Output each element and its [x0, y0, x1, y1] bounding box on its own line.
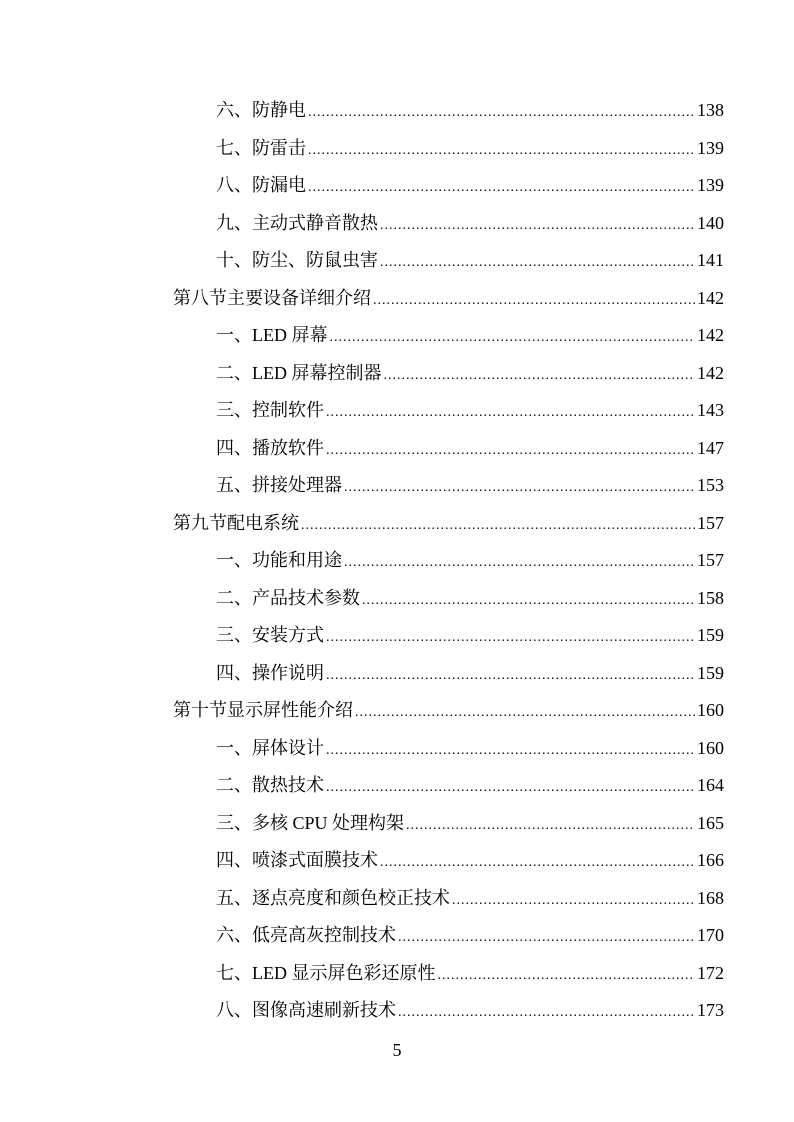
toc-entry-number: 一、: [216, 325, 252, 345]
toc-entry-page: 166: [697, 850, 724, 870]
toc-dot-leader: [308, 136, 695, 166]
toc-entry-number: 九、: [216, 212, 252, 233]
toc-dot-leader: [308, 98, 695, 128]
toc-dot-leader: [362, 586, 695, 616]
toc-entry-title: 喷漆式面膜技术: [252, 850, 378, 870]
toc-dot-leader: [438, 961, 696, 991]
toc-entry-number: 五、: [216, 887, 252, 908]
toc-dot-leader: [398, 998, 695, 1028]
toc-item-entry: [216, 845, 724, 875]
toc-entry-page: 141: [697, 250, 724, 270]
toc-entry-number: 三、: [216, 812, 252, 833]
toc-entry-number: 六、: [216, 925, 252, 945]
toc-item-entry: [216, 320, 724, 350]
toc-entry-title: 播放软件: [252, 437, 324, 458]
toc-entry-title: 逐点亮度和颜色校正技术: [252, 887, 450, 908]
toc-dot-leader: [406, 811, 695, 841]
toc-entry-number: 四、: [216, 850, 252, 870]
toc-entry-title: 配电系统: [227, 512, 299, 533]
toc-item-entry: [216, 808, 724, 838]
toc-dot-leader: [326, 623, 695, 653]
toc-entry-title: 防漏电: [252, 175, 306, 195]
toc-entry-page: 142: [697, 325, 724, 345]
toc-entry-title: 产品技术参数: [252, 587, 360, 608]
toc-entry-page: 138: [697, 100, 724, 120]
toc-dot-leader: [398, 923, 695, 953]
toc-dot-leader: [326, 736, 695, 766]
toc-item-entry: [216, 95, 724, 125]
toc-entry-page: 153: [697, 475, 724, 495]
toc-entry-page: 159: [697, 625, 724, 645]
toc-entry-title: 图像高速刷新技术: [252, 1000, 396, 1020]
toc-entry-page: 140: [697, 212, 724, 233]
toc-dot-leader: [344, 548, 695, 578]
toc-entry-number: 第九节: [173, 512, 227, 533]
toc-dot-leader: [326, 398, 695, 428]
toc-entry-number: 四、: [216, 662, 252, 683]
toc-entry-number: 五、: [216, 475, 252, 495]
toc-item-entry: [216, 133, 724, 163]
toc-entry-number: 十、: [216, 250, 252, 270]
toc-dot-leader: [330, 323, 696, 353]
toc-entry-title: 防雷击: [252, 137, 306, 158]
toc-entry-page: 143: [697, 400, 724, 420]
toc-entry-title: 安装方式: [252, 625, 324, 645]
toc-item-entry: [216, 620, 724, 650]
toc-entry-number: 一、: [216, 550, 252, 570]
toc-dot-leader: [380, 248, 695, 278]
toc-item-entry: [216, 433, 724, 463]
toc-entry-page: 164: [697, 775, 724, 795]
toc-entry-number: 七、: [216, 962, 252, 983]
toc-entry-title: 主动式静音散热: [252, 212, 378, 233]
toc-entry-page: 157: [697, 550, 724, 570]
toc-dot-leader: [326, 436, 695, 466]
toc-entry-page: 165: [697, 812, 724, 833]
toc-dot-leader: [380, 848, 695, 878]
toc-entry-number: 第八节: [173, 287, 227, 308]
toc-entry-number: 一、: [216, 737, 252, 758]
toc-dot-leader: [355, 698, 695, 728]
toc-entry-title: 显示屏性能介绍: [227, 700, 353, 720]
toc-item-entry: [216, 770, 724, 800]
toc-entry-number: 七、: [216, 137, 252, 158]
toc-entry-title: 防尘、防鼠虫害: [252, 250, 378, 270]
toc-item-entry: [216, 170, 724, 200]
toc-item-entry: [216, 920, 724, 950]
toc-item-entry: [216, 395, 724, 425]
toc-entry-page: 142: [697, 362, 724, 383]
toc-dot-leader: [326, 661, 695, 691]
toc-item-entry: [216, 583, 724, 613]
toc-entry-number: 八、: [216, 175, 252, 195]
toc-item-entry: [216, 958, 724, 988]
toc-entry-title: LED 屏幕: [252, 325, 328, 345]
toc-entry-page: 160: [697, 737, 724, 758]
toc-entry-title: 散热技术: [252, 775, 324, 795]
toc-entry-title: 功能和用途: [252, 550, 342, 570]
toc-entry-page: 173: [697, 1000, 724, 1020]
toc-entry-number: 二、: [216, 587, 252, 608]
toc-dot-leader: [384, 361, 696, 391]
toc-section-entry: [173, 508, 724, 538]
toc-dot-leader: [308, 173, 695, 203]
toc-entry-page: 172: [697, 962, 724, 983]
toc-entry-number: 二、: [216, 362, 252, 383]
toc-entry-number: 四、: [216, 437, 252, 458]
toc-entry-page: 159: [697, 662, 724, 683]
toc-entry-page: 142: [697, 287, 724, 308]
toc-entry-page: 139: [697, 175, 724, 195]
toc-entry-title: 操作说明: [252, 662, 324, 683]
toc-entry-title: 控制软件: [252, 400, 324, 420]
toc-entry-page: 160: [697, 700, 724, 720]
toc-entry-number: 三、: [216, 625, 252, 645]
toc-item-entry: [216, 358, 724, 388]
toc-dot-leader: [344, 473, 695, 503]
toc-entry-title: LED 屏幕控制器: [252, 362, 382, 383]
toc-section-entry: [173, 695, 724, 725]
toc-item-entry: [216, 208, 724, 238]
toc-dot-leader: [380, 211, 695, 241]
toc-entry-title: 多核 CPU 处理构架: [252, 812, 405, 833]
toc-entry-number: 三、: [216, 400, 252, 420]
toc-entry-page: 168: [697, 887, 724, 908]
page-number: 5: [392, 1040, 402, 1060]
toc-item-entry: [216, 883, 724, 913]
toc-entry-title: 拼接处理器: [252, 475, 342, 495]
toc-entry-number: 二、: [216, 775, 252, 795]
toc-entry-page: 157: [697, 512, 724, 533]
toc-entry-title: 主要设备详细介绍: [227, 287, 371, 308]
toc-entry-title: LED 显示屏色彩还原性: [252, 962, 436, 983]
toc-dot-leader: [326, 773, 695, 803]
toc-entry-page: 147: [697, 437, 724, 458]
toc-entry-title: 屏体设计: [252, 737, 324, 758]
toc-entry-page: 158: [697, 587, 724, 608]
toc-item-entry: [216, 658, 724, 688]
toc-item-entry: [216, 245, 724, 275]
toc-item-entry: [216, 995, 724, 1025]
toc-dot-leader: [301, 511, 695, 541]
toc-entry-page: 170: [697, 925, 724, 945]
toc-dot-leader: [452, 886, 695, 916]
toc-dot-leader: [373, 286, 695, 316]
toc-entry-number: 八、: [216, 1000, 252, 1020]
toc-item-entry: [216, 733, 724, 763]
toc-entry-number: 第十节: [173, 700, 227, 720]
toc-entry-number: 六、: [216, 100, 252, 120]
toc-item-entry: [216, 470, 724, 500]
toc-entry-title: 防静电: [252, 100, 306, 120]
toc-entry-page: 139: [697, 137, 724, 158]
toc-item-entry: [216, 545, 724, 575]
toc-entry-title: 低亮高灰控制技术: [252, 925, 396, 945]
toc-section-entry: [173, 283, 724, 313]
